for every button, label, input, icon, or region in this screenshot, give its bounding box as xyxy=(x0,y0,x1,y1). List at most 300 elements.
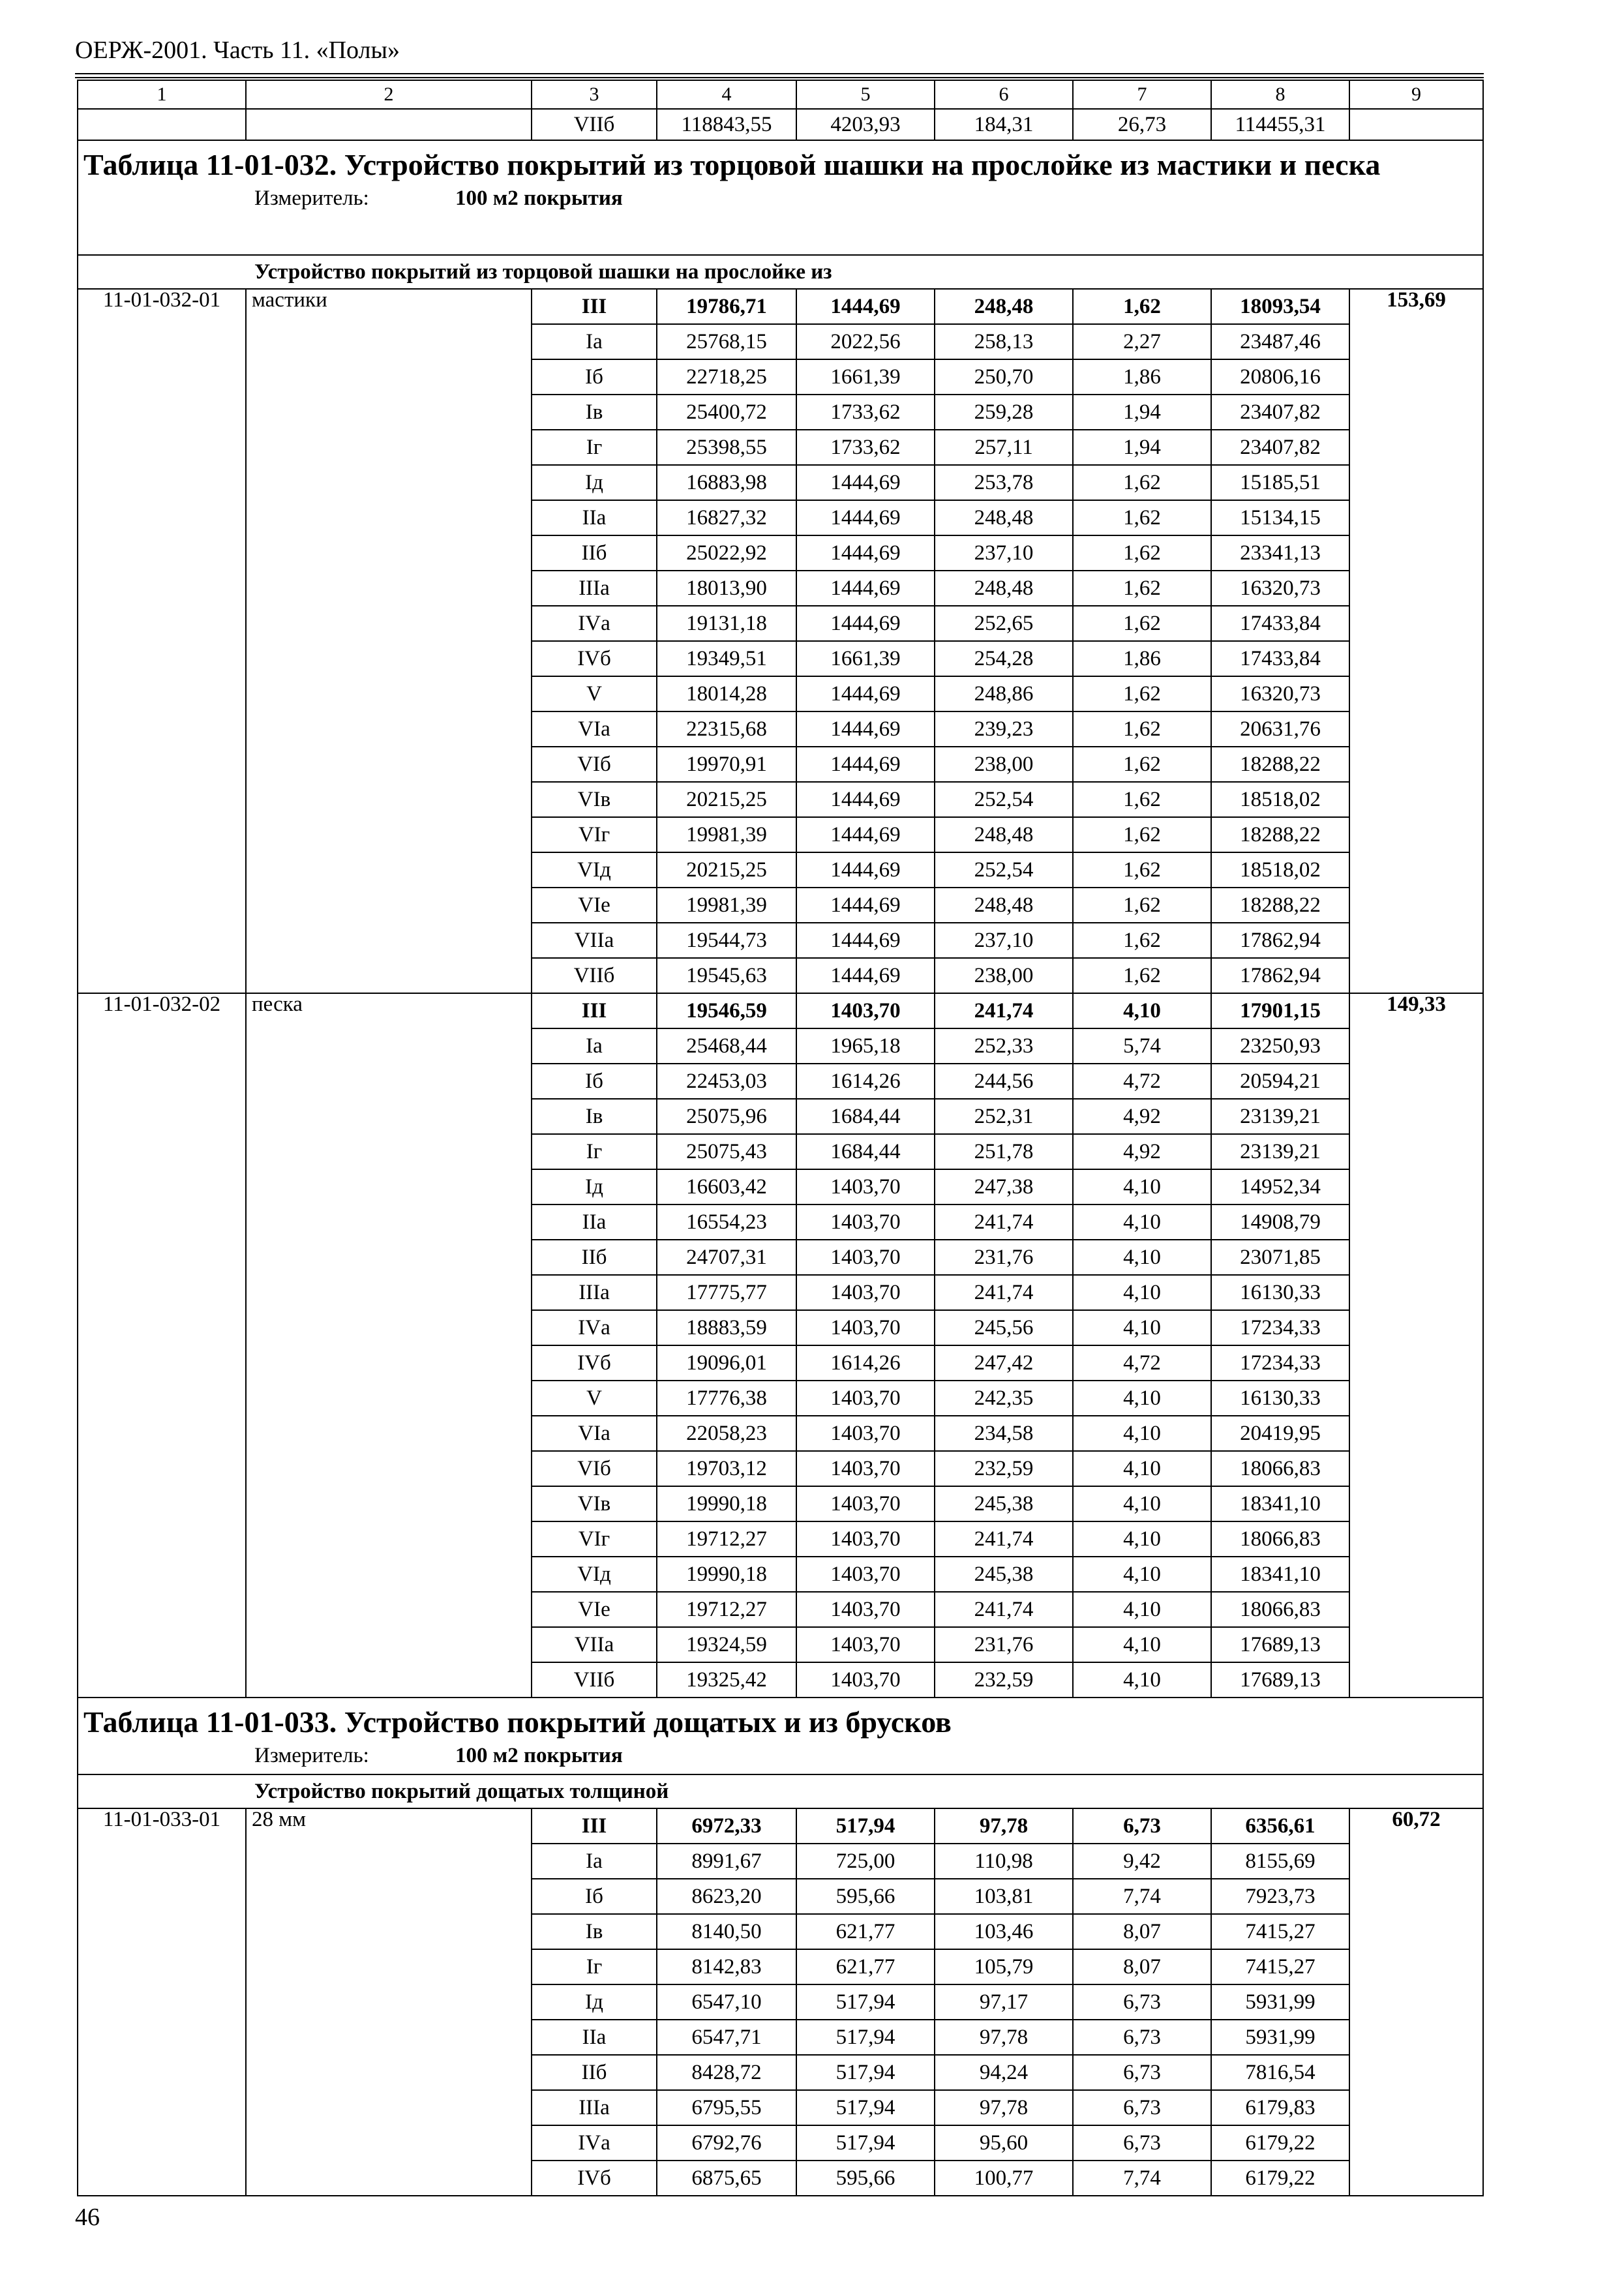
value-cell: 16320,73 xyxy=(1211,571,1349,606)
value-cell: 6179,83 xyxy=(1211,2090,1349,2125)
value-cell: 18341,10 xyxy=(1211,1557,1349,1592)
zone-cell: VIе xyxy=(532,888,657,923)
value-cell: 1,62 xyxy=(1073,606,1211,641)
value-cell: 1,62 xyxy=(1073,747,1211,782)
value-cell: 1444,69 xyxy=(796,676,935,711)
section-title: Устройство покрытий дощатых толщиной xyxy=(78,1774,1483,1808)
value-cell: 20594,21 xyxy=(1211,1064,1349,1099)
value-cell: 5931,99 xyxy=(1211,2020,1349,2055)
value-cell: 247,42 xyxy=(935,1345,1073,1381)
value-cell: 7,74 xyxy=(1073,1879,1211,1914)
value-cell: 248,48 xyxy=(935,500,1073,535)
zone-cell: Iа xyxy=(532,1844,657,1879)
value-cell: 103,46 xyxy=(935,1914,1073,1949)
value-cell: 1444,69 xyxy=(796,852,935,888)
value-cell: 19544,73 xyxy=(657,923,796,958)
value-cell: 1,86 xyxy=(1073,359,1211,395)
value-cell: 19325,42 xyxy=(657,1662,796,1698)
column-number: 6 xyxy=(935,80,1073,109)
value-cell: 6792,76 xyxy=(657,2125,796,2161)
table-title-cell xyxy=(78,1698,1483,1774)
value-cell: 1,62 xyxy=(1073,888,1211,923)
value-cell: 1403,70 xyxy=(796,1451,935,1486)
item-code: 11-01-032-01 xyxy=(78,289,246,993)
value-cell: 242,35 xyxy=(935,1381,1073,1416)
zone-cell: VIв xyxy=(532,1486,657,1521)
value-cell: 252,54 xyxy=(935,852,1073,888)
value-cell: 6179,22 xyxy=(1211,2125,1349,2161)
value-cell: 1403,70 xyxy=(796,1310,935,1345)
value-cell: 23487,46 xyxy=(1211,324,1349,359)
value-cell: 6795,55 xyxy=(657,2090,796,2125)
value-cell: 1403,70 xyxy=(796,1662,935,1698)
zone-cell: VIа xyxy=(532,1416,657,1451)
value-cell: 248,86 xyxy=(935,676,1073,711)
value-cell: 18288,22 xyxy=(1211,817,1349,852)
value-cell: 4,72 xyxy=(1073,1345,1211,1381)
zone-cell: III xyxy=(532,993,657,1028)
zone-cell: VIIб xyxy=(532,958,657,993)
value-cell: 1444,69 xyxy=(796,465,935,500)
value-cell: 8155,69 xyxy=(1211,1844,1349,1879)
value-cell: 4,10 xyxy=(1073,1451,1211,1486)
zone-cell: IVа xyxy=(532,1310,657,1345)
zone-cell: III xyxy=(532,1808,657,1844)
zone-cell: Iв xyxy=(532,1099,657,1134)
value-cell: 97,78 xyxy=(935,1808,1073,1844)
zone-cell: VIд xyxy=(532,1557,657,1592)
zone-cell: VIе xyxy=(532,1592,657,1627)
value-cell: 245,56 xyxy=(935,1310,1073,1345)
column-number: 8 xyxy=(1211,80,1349,109)
value-cell: 118843,55 xyxy=(657,109,796,140)
value-cell: 24707,31 xyxy=(657,1240,796,1275)
value-cell: 17901,15 xyxy=(1211,993,1349,1028)
value-cell: 1403,70 xyxy=(796,993,935,1028)
value-cell: 7923,73 xyxy=(1211,1879,1349,1914)
column-number: 7 xyxy=(1073,80,1211,109)
zone-cell: IVб xyxy=(532,641,657,676)
value-cell: 6972,33 xyxy=(657,1808,796,1844)
value-cell: 1661,39 xyxy=(796,641,935,676)
value-cell: 18014,28 xyxy=(657,676,796,711)
value-cell: 18341,10 xyxy=(1211,1486,1349,1521)
value-cell: 252,54 xyxy=(935,782,1073,817)
value-cell: 18883,59 xyxy=(657,1310,796,1345)
value-cell: 19349,51 xyxy=(657,641,796,676)
value-cell: 517,94 xyxy=(796,2090,935,2125)
table-row xyxy=(78,993,1483,1028)
value-cell: 25400,72 xyxy=(657,395,796,430)
value-cell: 5931,99 xyxy=(1211,1984,1349,2020)
measure-label: Измеритель: xyxy=(254,1744,369,1767)
value-cell: 25768,15 xyxy=(657,324,796,359)
value-cell: 4,10 xyxy=(1073,993,1211,1028)
value-cell: 1444,69 xyxy=(796,289,935,324)
value-cell: 4,10 xyxy=(1073,1557,1211,1592)
item-code: 11-01-032-02 xyxy=(78,993,246,1698)
zone-cell: VIг xyxy=(532,1521,657,1557)
value-cell: 97,78 xyxy=(935,2090,1073,2125)
value-cell: 16320,73 xyxy=(1211,676,1349,711)
value-cell: 105,79 xyxy=(935,1949,1073,1984)
zone-cell: Iа xyxy=(532,1028,657,1064)
value-cell: 22315,68 xyxy=(657,711,796,747)
value-cell: 238,00 xyxy=(935,958,1073,993)
value-cell: 241,74 xyxy=(935,1275,1073,1310)
value-cell: 1,62 xyxy=(1073,923,1211,958)
value-cell: 8,07 xyxy=(1073,1914,1211,1949)
value-cell: 114455,31 xyxy=(1211,109,1349,140)
value-cell: 23071,85 xyxy=(1211,1240,1349,1275)
value-cell: 1,62 xyxy=(1073,535,1211,571)
item-name: мастики xyxy=(246,289,532,993)
value-cell: 4,10 xyxy=(1073,1662,1211,1698)
item-total: 153,69 xyxy=(1349,289,1483,993)
value-cell: 241,74 xyxy=(935,1204,1073,1240)
value-cell: 16130,33 xyxy=(1211,1381,1349,1416)
value-cell: 26,73 xyxy=(1073,109,1211,140)
value-cell: 1,62 xyxy=(1073,571,1211,606)
value-cell: 1684,44 xyxy=(796,1099,935,1134)
value-cell: 237,10 xyxy=(935,923,1073,958)
value-cell: 1403,70 xyxy=(796,1486,935,1521)
zone-cell: Iг xyxy=(532,430,657,465)
value-cell: 6356,61 xyxy=(1211,1808,1349,1844)
item-name: 28 мм xyxy=(246,1808,532,2196)
value-cell: 16130,33 xyxy=(1211,1275,1349,1310)
zone-cell: IVб xyxy=(532,2161,657,2196)
value-cell: 20419,95 xyxy=(1211,1416,1349,1451)
value-cell: 621,77 xyxy=(796,1949,935,1984)
value-cell: 1444,69 xyxy=(796,535,935,571)
value-cell: 1,62 xyxy=(1073,958,1211,993)
zone-cell: Iб xyxy=(532,1879,657,1914)
value-cell: 17433,84 xyxy=(1211,641,1349,676)
value-cell: 239,23 xyxy=(935,711,1073,747)
zone-cell: Iа xyxy=(532,324,657,359)
value-cell: 95,60 xyxy=(935,2125,1073,2161)
value-cell: 1444,69 xyxy=(796,747,935,782)
value-cell: 1403,70 xyxy=(796,1240,935,1275)
header-rule xyxy=(75,73,1484,74)
value-cell: 259,28 xyxy=(935,395,1073,430)
value-cell: 232,59 xyxy=(935,1662,1073,1698)
value-cell: 18066,83 xyxy=(1211,1521,1349,1557)
value-cell: 253,78 xyxy=(935,465,1073,500)
zone-cell: VIа xyxy=(532,711,657,747)
value-cell: 258,13 xyxy=(935,324,1073,359)
value-cell: 1965,18 xyxy=(796,1028,935,1064)
value-cell: 19981,39 xyxy=(657,888,796,923)
zone-cell: VIд xyxy=(532,852,657,888)
value-cell: 22058,23 xyxy=(657,1416,796,1451)
measure-value: 100 м2 покрытия xyxy=(455,1744,623,1767)
value-cell: 517,94 xyxy=(796,1808,935,1844)
value-cell: 241,74 xyxy=(935,1521,1073,1557)
zone-cell: VIв xyxy=(532,782,657,817)
value-cell: 20215,25 xyxy=(657,852,796,888)
value-cell: 15134,15 xyxy=(1211,500,1349,535)
item-total: 149,33 xyxy=(1349,993,1483,1698)
value-cell: 238,00 xyxy=(935,747,1073,782)
zone-cell: VIб xyxy=(532,1451,657,1486)
section-row xyxy=(78,1774,1483,1808)
value-cell: 4,10 xyxy=(1073,1204,1211,1240)
value-cell: 18518,02 xyxy=(1211,782,1349,817)
zone-cell: Iд xyxy=(532,1169,657,1204)
value-cell: 1444,69 xyxy=(796,571,935,606)
zone-cell: IIб xyxy=(532,2055,657,2090)
page-header-title: ОЕРЖ-2001. Часть 11. «Полы» xyxy=(75,37,400,64)
empty-cell xyxy=(1349,109,1483,140)
value-cell: 4,10 xyxy=(1073,1486,1211,1521)
value-cell: 1614,26 xyxy=(796,1064,935,1099)
continued-row xyxy=(78,109,1483,140)
value-cell: 6,73 xyxy=(1073,2090,1211,2125)
zone-cell: III xyxy=(532,289,657,324)
value-cell: 22453,03 xyxy=(657,1064,796,1099)
value-cell: 1,62 xyxy=(1073,676,1211,711)
table-row xyxy=(78,1808,1483,1844)
value-cell: 245,38 xyxy=(935,1486,1073,1521)
value-cell: 19970,91 xyxy=(657,747,796,782)
value-cell: 6,73 xyxy=(1073,2020,1211,2055)
value-cell: 18066,83 xyxy=(1211,1592,1349,1627)
zone-cell: Iв xyxy=(532,395,657,430)
zone-cell: IIа xyxy=(532,500,657,535)
value-cell: 4,10 xyxy=(1073,1592,1211,1627)
value-cell: 595,66 xyxy=(796,2161,935,2196)
value-cell: 18518,02 xyxy=(1211,852,1349,888)
value-cell: 19712,27 xyxy=(657,1592,796,1627)
value-cell: 100,77 xyxy=(935,2161,1073,2196)
value-cell: 23341,13 xyxy=(1211,535,1349,571)
empty-cell xyxy=(246,109,532,140)
value-cell: 4,10 xyxy=(1073,1169,1211,1204)
zone-cell: IIа xyxy=(532,2020,657,2055)
value-cell: 17776,38 xyxy=(657,1381,796,1416)
zone-cell: IVа xyxy=(532,606,657,641)
value-cell: 25398,55 xyxy=(657,430,796,465)
zone-cell: Iв xyxy=(532,1914,657,1949)
value-cell: 97,17 xyxy=(935,1984,1073,2020)
value-cell: 15185,51 xyxy=(1211,465,1349,500)
value-cell: 1733,62 xyxy=(796,430,935,465)
value-cell: 8140,50 xyxy=(657,1914,796,1949)
value-cell: 517,94 xyxy=(796,2055,935,2090)
value-cell: 517,94 xyxy=(796,2125,935,2161)
value-cell: 621,77 xyxy=(796,1914,935,1949)
value-cell: 234,58 xyxy=(935,1416,1073,1451)
item-name: песка xyxy=(246,993,532,1698)
value-cell: 1403,70 xyxy=(796,1204,935,1240)
value-cell: 254,28 xyxy=(935,641,1073,676)
value-cell: 19712,27 xyxy=(657,1521,796,1557)
zone-cell: IIб xyxy=(532,535,657,571)
value-cell: 4,92 xyxy=(1073,1099,1211,1134)
value-cell: 110,98 xyxy=(935,1844,1073,1879)
value-cell: 23139,21 xyxy=(1211,1099,1349,1134)
column-number-row xyxy=(78,80,1483,109)
value-cell: 1444,69 xyxy=(796,817,935,852)
value-cell: 1403,70 xyxy=(796,1521,935,1557)
value-cell: 241,74 xyxy=(935,1592,1073,1627)
zone-cell: Iг xyxy=(532,1949,657,1984)
value-cell: 2,27 xyxy=(1073,324,1211,359)
value-cell: 19786,71 xyxy=(657,289,796,324)
table-title: Таблица 11-01-033. Устройство покрытий дощатых и из брусков xyxy=(83,1705,952,1739)
value-cell: 16603,42 xyxy=(657,1169,796,1204)
value-cell: 18093,54 xyxy=(1211,289,1349,324)
value-cell: 18013,90 xyxy=(657,571,796,606)
value-cell: 1444,69 xyxy=(796,782,935,817)
measure-value: 100 м2 покрытия xyxy=(455,187,623,210)
value-cell: 19324,59 xyxy=(657,1627,796,1662)
value-cell: 6179,22 xyxy=(1211,2161,1349,2196)
value-cell: 4,10 xyxy=(1073,1521,1211,1557)
zone-cell: IVа xyxy=(532,2125,657,2161)
value-cell: 19096,01 xyxy=(657,1345,796,1381)
value-cell: 18066,83 xyxy=(1211,1451,1349,1486)
value-cell: 248,48 xyxy=(935,289,1073,324)
value-cell: 1,94 xyxy=(1073,395,1211,430)
value-cell: 17689,13 xyxy=(1211,1662,1349,1698)
page-number: 46 xyxy=(75,2204,100,2231)
section-row xyxy=(78,255,1483,289)
item-code: 11-01-033-01 xyxy=(78,1808,246,2196)
value-cell: 19990,18 xyxy=(657,1486,796,1521)
value-cell: 19703,12 xyxy=(657,1451,796,1486)
value-cell: 4,10 xyxy=(1073,1275,1211,1310)
value-cell: 7415,27 xyxy=(1211,1914,1349,1949)
value-cell: 252,65 xyxy=(935,606,1073,641)
value-cell: 25022,92 xyxy=(657,535,796,571)
value-cell: 237,10 xyxy=(935,535,1073,571)
zone-cell: IVб xyxy=(532,1345,657,1381)
zone-cell: Iб xyxy=(532,1064,657,1099)
table-title: Таблица 11-01-032. Устройство покрытий из торцовой шашки на прослойке из мастики и песка xyxy=(83,148,1381,181)
value-cell: 20631,76 xyxy=(1211,711,1349,747)
value-cell: 232,59 xyxy=(935,1451,1073,1486)
header-rule-double xyxy=(75,77,1484,78)
value-cell: 23407,82 xyxy=(1211,430,1349,465)
column-number: 9 xyxy=(1349,80,1483,109)
zone-cell: Iд xyxy=(532,1984,657,2020)
value-cell: 17689,13 xyxy=(1211,1627,1349,1662)
value-cell: 5,74 xyxy=(1073,1028,1211,1064)
value-cell: 244,56 xyxy=(935,1064,1073,1099)
value-cell: 25075,96 xyxy=(657,1099,796,1134)
value-cell: 1444,69 xyxy=(796,923,935,958)
value-cell: 7816,54 xyxy=(1211,2055,1349,2090)
price-table-body xyxy=(78,80,1483,2196)
value-cell: 1,62 xyxy=(1073,465,1211,500)
zone-cell: VIIа xyxy=(532,923,657,958)
value-cell: 1444,69 xyxy=(796,888,935,923)
value-cell: 248,48 xyxy=(935,888,1073,923)
value-cell: 6,73 xyxy=(1073,2125,1211,2161)
value-cell: 4203,93 xyxy=(796,109,935,140)
value-cell: 4,10 xyxy=(1073,1627,1211,1662)
value-cell: 251,78 xyxy=(935,1134,1073,1169)
column-number: 1 xyxy=(78,80,246,109)
value-cell: 252,31 xyxy=(935,1099,1073,1134)
value-cell: 247,38 xyxy=(935,1169,1073,1204)
value-cell: 1444,69 xyxy=(796,606,935,641)
value-cell: 19990,18 xyxy=(657,1557,796,1592)
value-cell: 14952,34 xyxy=(1211,1169,1349,1204)
zone-cell: VIIб xyxy=(532,109,657,140)
value-cell: 6547,71 xyxy=(657,2020,796,2055)
value-cell: 250,70 xyxy=(935,359,1073,395)
value-cell: 19131,18 xyxy=(657,606,796,641)
value-cell: 4,92 xyxy=(1073,1134,1211,1169)
value-cell: 14908,79 xyxy=(1211,1204,1349,1240)
value-cell: 17862,94 xyxy=(1211,958,1349,993)
zone-cell: IIа xyxy=(532,1204,657,1240)
value-cell: 23139,21 xyxy=(1211,1134,1349,1169)
value-cell: 23407,82 xyxy=(1211,395,1349,430)
zone-cell: V xyxy=(532,1381,657,1416)
value-cell: 2022,56 xyxy=(796,324,935,359)
value-cell: 18288,22 xyxy=(1211,747,1349,782)
value-cell: 1403,70 xyxy=(796,1592,935,1627)
value-cell: 1403,70 xyxy=(796,1557,935,1592)
value-cell: 17862,94 xyxy=(1211,923,1349,958)
value-cell: 1,62 xyxy=(1073,289,1211,324)
table-title-cell xyxy=(78,140,1483,255)
value-cell: 6547,10 xyxy=(657,1984,796,2020)
zone-cell: Iг xyxy=(532,1134,657,1169)
value-cell: 17234,33 xyxy=(1211,1310,1349,1345)
value-cell: 16827,32 xyxy=(657,500,796,535)
value-cell: 19546,59 xyxy=(657,993,796,1028)
value-cell: 23250,93 xyxy=(1211,1028,1349,1064)
value-cell: 252,33 xyxy=(935,1028,1073,1064)
value-cell: 4,10 xyxy=(1073,1310,1211,1345)
column-number: 4 xyxy=(657,80,796,109)
value-cell: 18288,22 xyxy=(1211,888,1349,923)
value-cell: 103,81 xyxy=(935,1879,1073,1914)
value-cell: 1,62 xyxy=(1073,817,1211,852)
value-cell: 8,07 xyxy=(1073,1949,1211,1984)
measure-line xyxy=(83,1745,1477,1771)
value-cell: 1403,70 xyxy=(796,1381,935,1416)
value-cell: 1,94 xyxy=(1073,430,1211,465)
value-cell: 517,94 xyxy=(796,2020,935,2055)
zone-cell: VIб xyxy=(532,747,657,782)
zone-cell: VIIб xyxy=(532,1662,657,1698)
column-number: 2 xyxy=(246,80,532,109)
zone-cell: VIг xyxy=(532,817,657,852)
table-row xyxy=(78,289,1483,324)
price-table xyxy=(77,80,1484,2196)
zone-cell: VIIа xyxy=(532,1627,657,1662)
value-cell: 4,10 xyxy=(1073,1240,1211,1275)
value-cell: 1444,69 xyxy=(796,711,935,747)
value-cell: 257,11 xyxy=(935,430,1073,465)
value-cell: 1403,70 xyxy=(796,1627,935,1662)
value-cell: 9,42 xyxy=(1073,1844,1211,1879)
value-cell: 1,62 xyxy=(1073,782,1211,817)
value-cell: 1733,62 xyxy=(796,395,935,430)
zone-cell: V xyxy=(532,676,657,711)
zone-cell: IIIа xyxy=(532,1275,657,1310)
value-cell: 25075,43 xyxy=(657,1134,796,1169)
value-cell: 6,73 xyxy=(1073,1984,1211,2020)
value-cell: 16883,98 xyxy=(657,465,796,500)
